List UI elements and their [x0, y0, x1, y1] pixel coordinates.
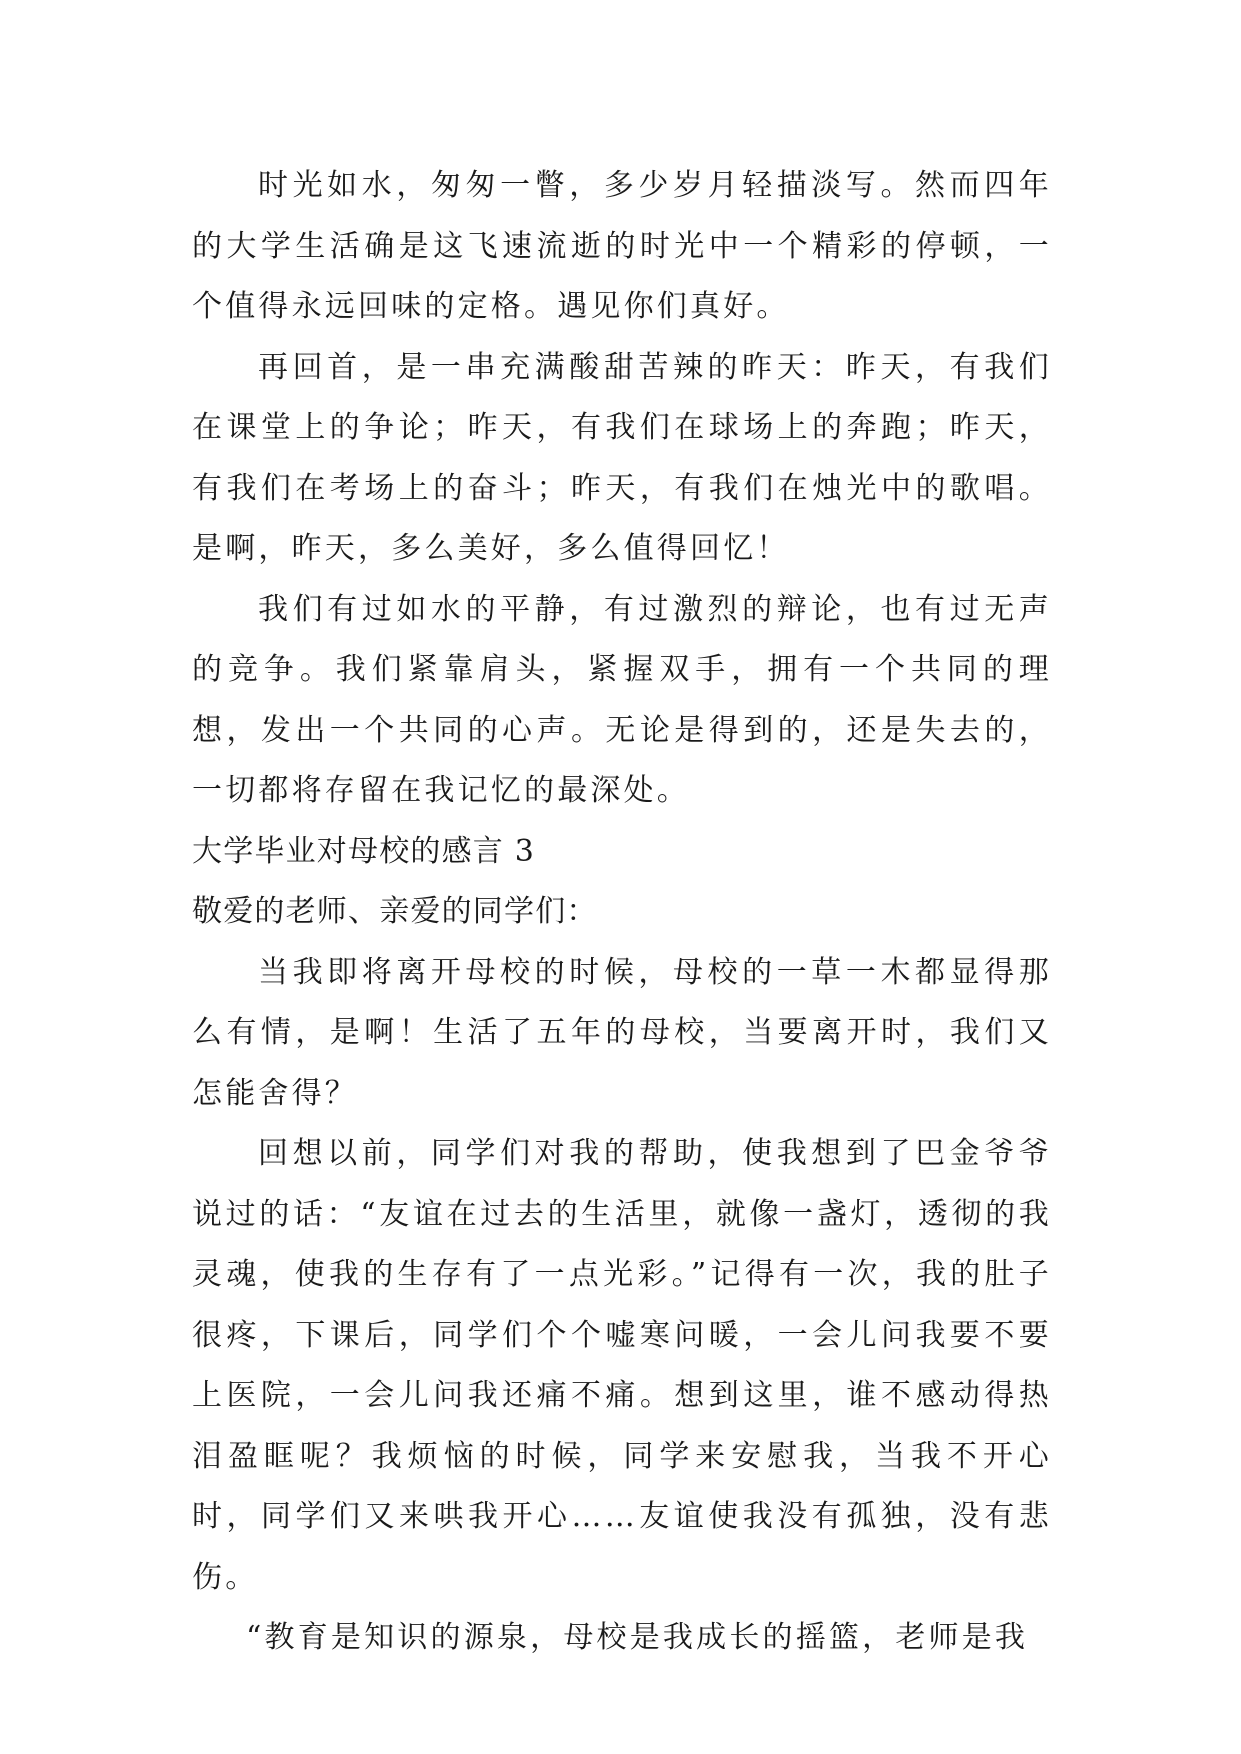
paragraph-calm-and-debate: 我们有过如水的平静，有过激烈的辩论，也有过无声的竞争。我们紧靠肩头，紧握双手，拥有一个共同的理想，发出一个共同的心声。无论是得到的，还是失去的，一切都将存留在我记忆的最深处。 — [192, 591, 1052, 808]
paragraph-time-like-water: 时光如水，匆匆一瞥，多少岁月轻描淡写。然而四年的大学生活确是这飞速流逝的时光中一个精彩的停顿，一个值得永远回味的定格。遇见你们真好。 — [192, 168, 1052, 324]
salutation: 敬爱的老师、亲爱的同学们： — [192, 894, 598, 929]
paragraph-looking-back: 再回首，是一串充满酸甜苦辣的昨天：昨天，有我们在课堂上的争论；昨天，有我们在球场上的奔跑；昨天，有我们在考场上的奋斗；昨天，有我们在烛光中的歌唱。是啊，昨天，多么美好，多么值得回忆！ — [192, 349, 1052, 566]
paragraph-leaving-school: 当我即将离开母校的时候，母校的一草一木都显得那么有情，是啊！生活了五年的母校，当要离开时，我们又怎能舍得？ — [192, 954, 1052, 1111]
section-title: 大学毕业对母校的感言 3 — [192, 833, 536, 869]
document-page — [192, 156, 1052, 1669]
paragraph-friendship-memories: 回想以前，同学们对我的帮助，使我想到了巴金爷爷说过的话：“友谊在过去的生活里，就像一盏灯，透彻的我灵魂，使我的生存有了一点光彩。”记得有一次，我的肚子很疼，下课后，同学们个个嘘寒问暖，一会儿问我要不要上医院，一会儿问我还痛不痛。想到这里，谁不感动得热泪盈眶呢？我烦恼的时候，同学来安慰我，当我不开心时，同学们又来哄我开心……友谊使我没有孤独，没有悲伤。 — [192, 1136, 1052, 1595]
paragraph-education-quote: “教育是知识的源泉，母校是我成长的摇篮，老师是我 — [246, 1620, 1029, 1655]
